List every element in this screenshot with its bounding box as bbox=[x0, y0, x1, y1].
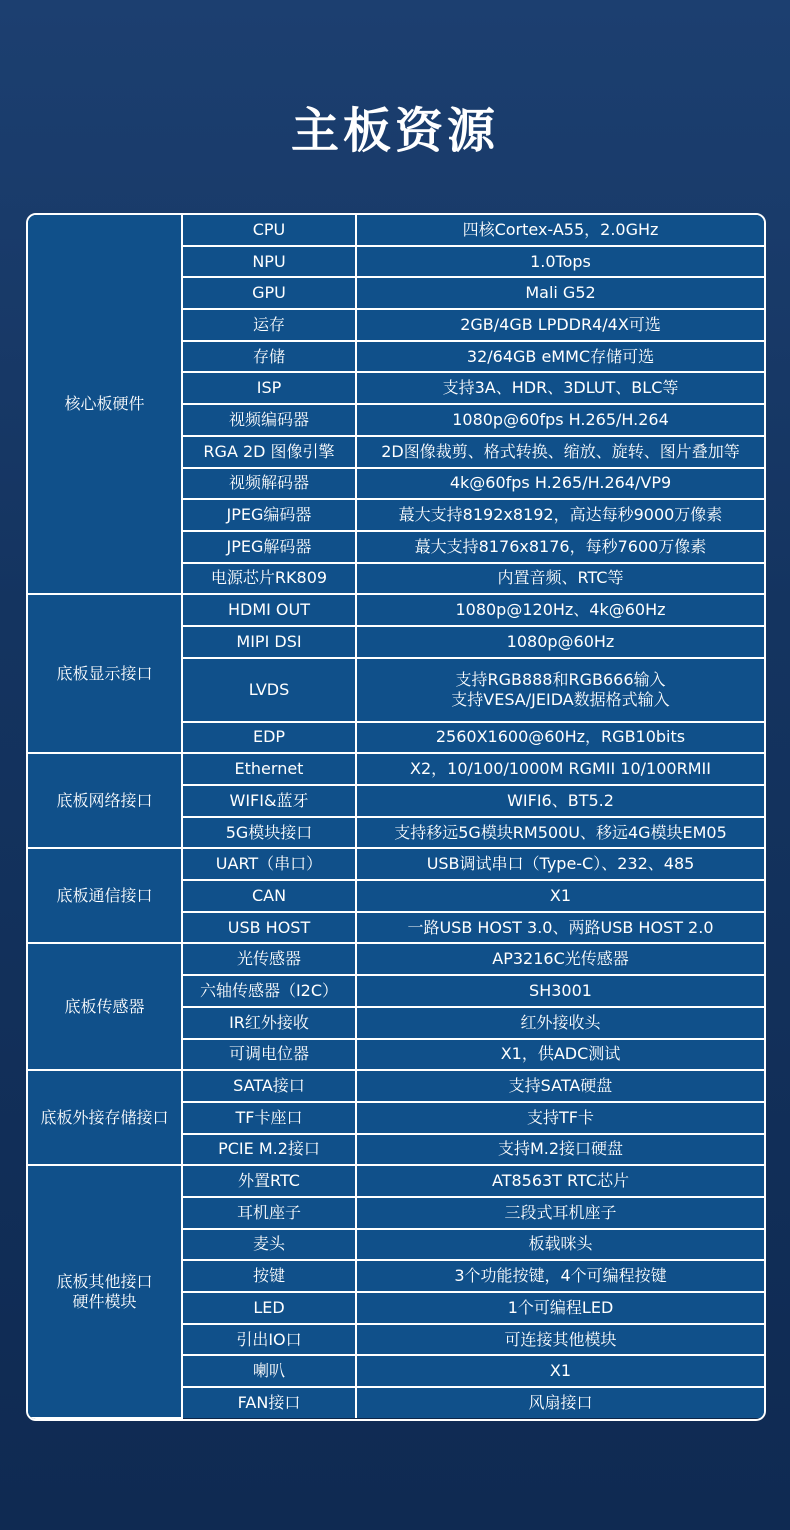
value-cell bbox=[356, 1134, 764, 1166]
value-cell bbox=[356, 1102, 764, 1134]
value-line: 支持M.2接口硬盘 bbox=[497, 1139, 624, 1159]
table-row bbox=[28, 1070, 764, 1102]
value-line: SH3001 bbox=[529, 980, 592, 1000]
feature-cell: SATA接口 bbox=[182, 1070, 356, 1102]
value-line: 2D图像裁剪、格式转换、缩放、旋转、图片叠加等 bbox=[381, 441, 740, 461]
value-line: 板载咪头 bbox=[528, 1234, 593, 1254]
value-cell bbox=[356, 1324, 764, 1356]
value-line: 1080p@120Hz、4k@60Hz bbox=[455, 600, 666, 620]
feature-cell: EDP bbox=[182, 722, 356, 754]
value-line: 支持3A、HDR、3DLUT、BLC等 bbox=[442, 378, 679, 398]
feature-cell: 运存 bbox=[182, 309, 356, 341]
feature-cell: 引出IO口 bbox=[182, 1324, 356, 1356]
table-row bbox=[28, 594, 764, 626]
value-cell bbox=[356, 626, 764, 658]
value-cell bbox=[356, 341, 764, 373]
value-line: 风扇接口 bbox=[528, 1392, 593, 1412]
feature-cell: 电源芯片RK809 bbox=[182, 563, 356, 595]
feature-cell: CAN bbox=[182, 880, 356, 912]
group-label-line: 底板外接存储接口 bbox=[40, 1107, 169, 1127]
feature-cell: NPU bbox=[182, 246, 356, 278]
feature-cell: JPEG解码器 bbox=[182, 531, 356, 563]
value-cell bbox=[356, 912, 764, 944]
value-cell bbox=[356, 1292, 764, 1324]
value-cell bbox=[356, 880, 764, 912]
value-line: 2GB/4GB LPDDR4/4X可选 bbox=[460, 314, 661, 334]
group-label-line: 底板网络接口 bbox=[56, 790, 153, 810]
value-cell bbox=[356, 943, 764, 975]
value-line: 32/64GB eMMC存储可选 bbox=[466, 346, 655, 366]
value-cell bbox=[356, 1070, 764, 1102]
group-label-line: 硬件模块 bbox=[72, 1291, 137, 1311]
group-label bbox=[28, 215, 182, 594]
value-cell bbox=[356, 372, 764, 404]
value-line: 1.0Tops bbox=[530, 251, 591, 271]
value-line: X1，供ADC测试 bbox=[500, 1044, 621, 1064]
feature-cell: 外置RTC bbox=[182, 1165, 356, 1197]
group-label-line: 底板传感器 bbox=[64, 996, 145, 1016]
value-line: USB调试串口（Type-C）、232、485 bbox=[426, 854, 695, 874]
value-line: 2560X1600@60Hz，RGB10bits bbox=[435, 727, 686, 747]
table-row bbox=[28, 753, 764, 785]
page-title: 主板资源 bbox=[290, 103, 499, 159]
group-label bbox=[28, 753, 182, 848]
value-line: 1080p@60fps H.265/H.264 bbox=[452, 409, 669, 429]
value-cell bbox=[356, 1229, 764, 1261]
value-line: 支持移远5G模块RM500U、移远4G模块EM05 bbox=[394, 822, 727, 842]
feature-cell: FAN接口 bbox=[182, 1387, 356, 1418]
value-line: 支持TF卡 bbox=[527, 1107, 594, 1127]
value-line: 1080p@60Hz bbox=[506, 631, 615, 651]
value-line: 蕞大支持8176x8176，每秒7600万像素 bbox=[414, 536, 707, 556]
value-cell bbox=[356, 1165, 764, 1197]
feature-cell: TF卡座口 bbox=[182, 1102, 356, 1134]
group-label bbox=[28, 1070, 182, 1165]
value-line: X2，10/100/1000M RGMII 10/100RMII bbox=[410, 759, 711, 779]
group-label bbox=[28, 848, 182, 943]
value-cell bbox=[356, 404, 764, 436]
value-cell bbox=[356, 436, 764, 468]
feature-cell: PCIE M.2接口 bbox=[182, 1134, 356, 1166]
value-line: 一路USB HOST 3.0、两路USB HOST 2.0 bbox=[407, 917, 714, 937]
feature-cell: 5G模块接口 bbox=[182, 817, 356, 849]
feature-cell: 六轴传感器（I2C） bbox=[182, 975, 356, 1007]
group-label bbox=[28, 1165, 182, 1418]
feature-cell: 存储 bbox=[182, 341, 356, 373]
feature-cell: LED bbox=[182, 1292, 356, 1324]
feature-cell: MIPI DSI bbox=[182, 626, 356, 658]
value-cell bbox=[356, 468, 764, 500]
value-cell bbox=[356, 753, 764, 785]
value-cell bbox=[356, 1039, 764, 1071]
feature-cell: 光传感器 bbox=[182, 943, 356, 975]
value-line: WIFI6、BT5.2 bbox=[507, 790, 614, 810]
spec-table-body bbox=[28, 215, 764, 1418]
value-cell bbox=[356, 563, 764, 595]
value-cell bbox=[356, 722, 764, 754]
feature-cell: 视频编码器 bbox=[182, 404, 356, 436]
value-cell bbox=[356, 277, 764, 309]
feature-cell: LVDS bbox=[182, 658, 356, 722]
value-cell bbox=[356, 975, 764, 1007]
value-line: 1个可编程LED bbox=[507, 1297, 614, 1317]
value-cell bbox=[356, 817, 764, 849]
table-row bbox=[28, 215, 764, 246]
value-cell bbox=[356, 658, 764, 722]
feature-cell: HDMI OUT bbox=[182, 594, 356, 626]
value-line: 可连接其他模块 bbox=[504, 1329, 617, 1349]
value-cell bbox=[356, 1387, 764, 1418]
value-line: AP3216C光传感器 bbox=[492, 949, 629, 969]
feature-cell: 按键 bbox=[182, 1260, 356, 1292]
feature-cell: CPU bbox=[182, 215, 356, 246]
value-line: 支持RGB888和RGB666输入 bbox=[455, 669, 666, 689]
value-line: X1 bbox=[549, 1361, 572, 1381]
value-cell bbox=[356, 246, 764, 278]
group-label bbox=[28, 594, 182, 753]
value-cell bbox=[356, 531, 764, 563]
feature-cell: GPU bbox=[182, 277, 356, 309]
feature-cell: ISP bbox=[182, 372, 356, 404]
value-cell bbox=[356, 499, 764, 531]
feature-cell: JPEG编码器 bbox=[182, 499, 356, 531]
feature-cell: USB HOST bbox=[182, 912, 356, 944]
feature-cell: Ethernet bbox=[182, 753, 356, 785]
spec-table bbox=[26, 213, 766, 1421]
table-row bbox=[28, 848, 764, 880]
group-label-line: 核心板硬件 bbox=[64, 394, 145, 414]
group-label-line: 底板其他接口 bbox=[56, 1271, 153, 1291]
feature-cell: 喇叭 bbox=[182, 1355, 356, 1387]
feature-cell: UART（串口） bbox=[182, 848, 356, 880]
feature-cell: 可调电位器 bbox=[182, 1039, 356, 1071]
value-line: AT8563T RTC芯片 bbox=[491, 1171, 630, 1191]
value-line: 3个功能按键，4个可编程按键 bbox=[454, 1266, 667, 1286]
feature-cell: 视频解码器 bbox=[182, 468, 356, 500]
value-line: 蕞大支持8192x8192，高达每秒9000万像素 bbox=[398, 505, 723, 525]
value-line: 支持SATA硬盘 bbox=[508, 1076, 613, 1096]
value-line: 内置音频、RTC等 bbox=[497, 568, 624, 588]
feature-cell: 耳机座子 bbox=[182, 1197, 356, 1229]
value-line: 4k@60fps H.265/H.264/VP9 bbox=[449, 473, 672, 493]
value-cell bbox=[356, 1197, 764, 1229]
value-line: X1 bbox=[549, 885, 572, 905]
table-row bbox=[28, 943, 764, 975]
value-cell bbox=[356, 785, 764, 817]
feature-cell: IR红外接收 bbox=[182, 1007, 356, 1039]
value-line: 红外接收头 bbox=[520, 1012, 601, 1032]
value-line: 支持VESA/JEIDA数据格式输入 bbox=[451, 689, 670, 709]
value-cell bbox=[356, 1260, 764, 1292]
value-line: 三段式耳机座子 bbox=[504, 1202, 617, 1222]
value-cell bbox=[356, 309, 764, 341]
table-row bbox=[28, 1165, 764, 1197]
value-cell bbox=[356, 1355, 764, 1387]
feature-cell: 麦头 bbox=[182, 1229, 356, 1261]
value-cell bbox=[356, 594, 764, 626]
value-line: 四核Cortex-A55，2.0GHz bbox=[462, 219, 659, 239]
value-cell bbox=[356, 215, 764, 246]
value-line: Mali G52 bbox=[525, 283, 596, 303]
feature-cell: WIFI&蓝牙 bbox=[182, 785, 356, 817]
feature-cell: RGA 2D 图像引擎 bbox=[182, 436, 356, 468]
group-label-line: 底板显示接口 bbox=[56, 663, 153, 683]
value-cell bbox=[356, 1007, 764, 1039]
value-cell bbox=[356, 848, 764, 880]
group-label-line: 底板通信接口 bbox=[56, 885, 153, 905]
group-label bbox=[28, 943, 182, 1070]
